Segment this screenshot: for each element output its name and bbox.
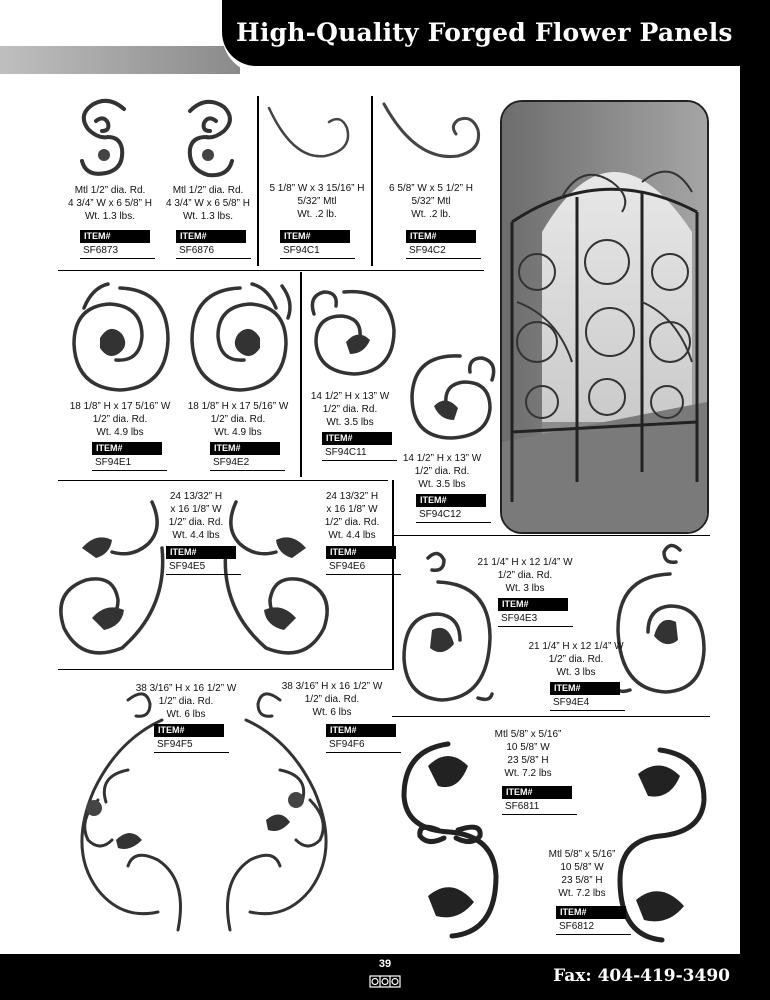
item-number — [556, 906, 638, 938]
scroll-s-art — [172, 97, 240, 181]
item-code: SF6876 — [176, 243, 251, 259]
item-label: ITEM# — [92, 442, 162, 455]
item-code: SF94E4 — [550, 695, 625, 711]
item-code: SF94C11 — [322, 445, 397, 461]
item-spec — [276, 680, 388, 719]
divider-vertical — [300, 272, 302, 477]
item-spec — [64, 400, 176, 439]
curl-art — [378, 96, 488, 176]
spec-line: 23 5/8” H — [561, 875, 603, 886]
spec-line: 1/2” dia. Rd. — [304, 694, 360, 705]
spec-line: 21 1/4” H x 12 1/4” W — [477, 557, 573, 568]
item-number — [210, 442, 292, 474]
item-label: ITEM# — [280, 230, 350, 243]
spec-line: 5/32” Mtl — [411, 196, 451, 207]
page-title: High-Quality Forged Flower Panels — [236, 18, 733, 47]
spec-line: Wt. 4.9 lbs — [96, 427, 144, 438]
spec-line: Wt. 4.4 lbs — [328, 530, 376, 541]
spec-line: Wt. 7.2 lbs — [558, 888, 606, 899]
spec-line: 1/2” dia. Rd. — [210, 414, 266, 425]
spec-line: 1/2” dia. Rd. — [324, 517, 380, 528]
item-label: ITEM# — [556, 906, 626, 919]
right-margin-bar — [740, 0, 770, 1000]
scroll-s-art — [74, 97, 138, 179]
item-code: SF94C2 — [406, 243, 481, 259]
ornamental-gate-photo — [500, 100, 709, 534]
page-number: 39 — [378, 958, 392, 970]
item-code: SF6811 — [502, 799, 577, 815]
spec-line: 18 1/8” H x 17 5/16” W — [69, 401, 171, 412]
spec-line: 4 3/4” W x 6 5/8” H — [68, 198, 152, 209]
item-code: SF94E6 — [326, 559, 401, 575]
spiral-panel-art — [64, 278, 176, 398]
item-label: ITEM# — [322, 432, 392, 445]
item-code: SF94F6 — [326, 737, 401, 753]
item-code: SF94E5 — [166, 559, 241, 575]
item-number — [502, 786, 584, 818]
gate-logo-icon — [369, 974, 401, 988]
spec-line: 5/32” Mtl — [297, 196, 337, 207]
spec-line: 1/2” dia. Rd. — [548, 654, 604, 665]
spec-line: 24 13/32” H — [169, 491, 223, 502]
divider-horizontal — [58, 270, 484, 271]
item-label: ITEM# — [80, 230, 150, 243]
spec-line: Wt. 7.2 lbs — [504, 768, 552, 779]
item-spec — [302, 490, 402, 542]
spec-line: x 16 1/8” W — [326, 504, 378, 515]
spec-line: 14 1/2” H x 13” W — [310, 391, 390, 402]
divider-horizontal — [58, 669, 392, 670]
spec-line: Wt. 6 lbs — [312, 707, 352, 718]
item-spec — [300, 390, 400, 429]
spec-line: Mtl 5/8” x 5/16” — [494, 729, 562, 740]
spec-line: 21 1/4” H x 12 1/4” W — [528, 641, 624, 652]
spec-line: Wt. 3 lbs — [556, 667, 596, 678]
curl-art — [263, 100, 358, 180]
item-code: SF94C12 — [416, 507, 491, 523]
item-code: SF6873 — [80, 243, 155, 259]
item-spec — [534, 848, 630, 900]
item-code: SF6812 — [556, 919, 631, 935]
spec-line: 4 3/4” W x 6 5/8” H — [166, 198, 250, 209]
spec-line: 5 1/8” W x 3 15/16” H — [269, 183, 365, 194]
item-number — [92, 442, 174, 474]
item-number — [326, 724, 408, 756]
spec-line: 1/2” dia. Rd. — [322, 404, 378, 415]
spec-line: Wt. .2 lb. — [297, 209, 337, 220]
spec-line: 38 3/16” H x 16 1/2” W — [281, 681, 383, 692]
item-spec — [520, 640, 632, 679]
item-label: ITEM# — [154, 724, 224, 737]
item-spec — [480, 728, 576, 780]
item-number — [416, 494, 498, 526]
divider-horizontal — [392, 716, 710, 717]
spec-line: 1/2” dia. Rd. — [497, 570, 553, 581]
item-spec — [182, 400, 294, 439]
item-code: SF94E1 — [92, 455, 167, 471]
spec-line: Wt. 3.5 lbs — [418, 479, 466, 490]
item-label: ITEM# — [326, 546, 396, 559]
item-spec — [470, 556, 580, 595]
spec-line: Wt. 3.5 lbs — [326, 417, 374, 428]
spec-line: Wt. 4.4 lbs — [172, 530, 220, 541]
item-spec — [392, 452, 492, 491]
item-number — [176, 230, 258, 262]
spec-line: 18 1/8” H x 17 5/16” W — [187, 401, 289, 412]
spec-line: Wt. .2 lb. — [411, 209, 451, 220]
spec-line: 1/2” dia. Rd. — [92, 414, 148, 425]
spec-line: Wt. 4.9 lbs — [214, 427, 262, 438]
spec-line: Wt. 3 lbs — [505, 583, 545, 594]
divider-vertical — [371, 96, 373, 266]
item-spec — [262, 182, 372, 221]
spec-line: 24 13/32” H — [325, 491, 379, 502]
spec-line: Mtl 1/2” dia. Rd. — [172, 185, 244, 196]
item-spec — [158, 184, 258, 223]
spec-line: 6 5/8” W x 5 1/2” H — [389, 183, 473, 194]
c-scroll-art — [404, 346, 500, 444]
item-number — [166, 546, 248, 578]
item-code: SF94F5 — [154, 737, 229, 753]
spec-line: 1/2” dia. Rd. — [414, 466, 470, 477]
item-label: ITEM# — [326, 724, 396, 737]
item-spec — [130, 682, 242, 721]
spec-line: Wt. 1.3 lbs. — [84, 211, 135, 222]
item-label: ITEM# — [406, 230, 476, 243]
header-gray-band — [0, 46, 240, 74]
item-label: ITEM# — [550, 682, 620, 695]
spiral-panel-art — [182, 278, 296, 398]
item-number — [498, 598, 580, 630]
item-label: ITEM# — [498, 598, 568, 611]
item-number — [550, 682, 632, 714]
item-number — [154, 724, 236, 756]
spec-line: 10 5/8” W — [560, 862, 604, 873]
spec-line: Mtl 5/8” x 5/16” — [548, 849, 616, 860]
item-code: SF94C1 — [280, 243, 355, 259]
item-label: ITEM# — [416, 494, 486, 507]
item-number — [406, 230, 488, 262]
spec-line: 1/2” dia. Rd. — [158, 696, 214, 707]
c-scroll-art — [304, 280, 400, 380]
item-spec — [378, 182, 484, 221]
spec-line: Wt. 1.3 lbs. — [182, 211, 233, 222]
item-spec — [146, 490, 246, 542]
spec-line: Mtl 1/2” dia. Rd. — [74, 185, 146, 196]
item-label: ITEM# — [166, 546, 236, 559]
divider-horizontal — [58, 480, 388, 481]
item-label: ITEM# — [210, 442, 280, 455]
item-number — [326, 546, 408, 578]
item-code: SF94E2 — [210, 455, 285, 471]
item-label: ITEM# — [502, 786, 572, 799]
item-number — [80, 230, 162, 262]
spec-line: 14 1/2” H x 13” W — [402, 453, 482, 464]
item-spec — [60, 184, 160, 223]
spec-line: 1/2” dia. Rd. — [168, 517, 224, 528]
spec-line: Wt. 6 lbs — [166, 709, 206, 720]
fax-number: Fax: 404-419-3490 — [553, 966, 730, 986]
divider-horizontal — [392, 535, 710, 536]
item-code: SF94E3 — [498, 611, 573, 627]
spec-line: 23 5/8” H — [507, 755, 549, 766]
item-number — [280, 230, 362, 262]
item-label: ITEM# — [176, 230, 246, 243]
spec-line: 10 5/8” W — [506, 742, 550, 753]
spec-line: x 16 1/8” W — [170, 504, 222, 515]
spec-line: 38 3/16” H x 16 1/2” W — [135, 683, 237, 694]
